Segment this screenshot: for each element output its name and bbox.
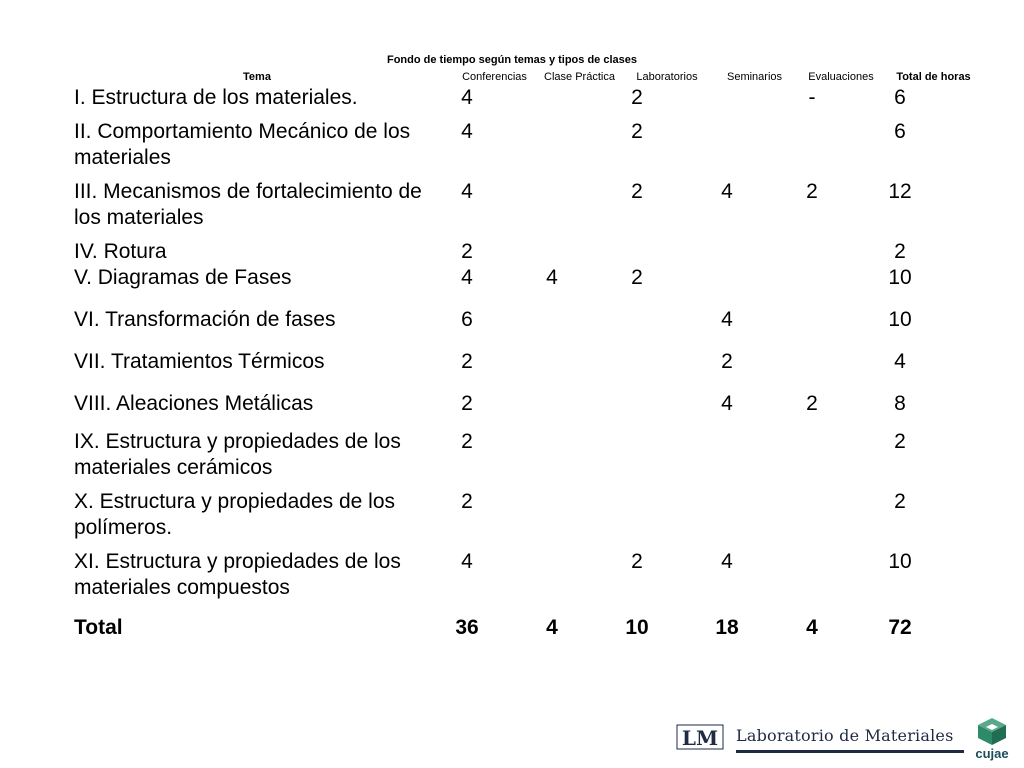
row-seminarios — [712, 235, 797, 265]
row-evaluaciones: 2 — [806, 180, 818, 203]
row-conferencias: 2 — [461, 490, 473, 513]
row-topic: I. Estructura de los materiales. — [74, 86, 358, 109]
row-evaluaciones: 2 — [806, 392, 818, 415]
row-total: 12 — [888, 180, 912, 203]
row-conferencias: 2 — [461, 430, 473, 453]
row-clase-practica — [537, 175, 622, 235]
row-clase-practica: 4 — [546, 266, 558, 289]
cujae-cube-icon — [972, 716, 1012, 746]
row-conferencias: 4 — [461, 550, 473, 573]
row-seminarios — [712, 115, 797, 175]
table-row — [62, 175, 982, 235]
row-topic: IV. Rotura — [74, 240, 167, 263]
header-topic: Tema — [243, 71, 271, 83]
row-topic: VII. Tratamientos Térmicos — [74, 350, 325, 373]
row-seminarios: 4 — [721, 392, 733, 415]
cujae-label: cujae — [975, 746, 1009, 761]
row-laboratorios — [622, 341, 712, 383]
table-row — [62, 115, 982, 175]
laboratory-logo — [676, 716, 1016, 766]
row-seminarios: 2 — [721, 350, 733, 373]
cujae-logo — [972, 716, 1012, 766]
row-laboratorios: 2 — [631, 550, 643, 573]
logo-text: Laboratorio de Materiales — [736, 726, 954, 745]
row-evaluaciones — [797, 545, 885, 605]
row-laboratorios — [622, 425, 712, 485]
row-laboratorios: 2 — [631, 266, 643, 289]
row-laboratorios: 2 — [631, 86, 643, 109]
table-row — [62, 85, 982, 115]
header-total: Total de horas — [896, 71, 971, 83]
row-evaluaciones — [797, 265, 885, 295]
row-evaluaciones: - — [808, 86, 816, 109]
row-seminarios: 4 — [721, 308, 733, 331]
logo-underline — [736, 750, 964, 753]
table-row — [62, 265, 982, 295]
row-total: 8 — [894, 392, 906, 415]
row-clase-practica — [537, 485, 622, 545]
row-conferencias: 4 — [461, 180, 473, 203]
row-topic: X. Estructura y propiedades de los polímeros. — [74, 490, 396, 539]
row-conferencias: 4 — [461, 266, 473, 289]
header-seminarios: Seminarios — [726, 71, 783, 83]
row-topic: IX. Estructura y propiedades de los materiales cerámicos — [74, 430, 401, 479]
row-total: 2 — [894, 240, 906, 263]
row-seminarios: 4 — [721, 550, 733, 573]
row-laboratorios — [622, 485, 712, 545]
row-evaluaciones — [797, 115, 885, 175]
row-laboratorios: 2 — [631, 180, 643, 203]
header-conferencias: Conferencias — [462, 71, 527, 83]
table-row — [62, 425, 982, 485]
row-total: 2 — [894, 490, 906, 513]
row-conferencias: 2 — [461, 240, 473, 263]
row-topic: III. Mecanismos de fortalecimiento de los materiales — [74, 180, 422, 229]
totals-clase-practica: 4 — [546, 616, 558, 639]
row-conferencias: 2 — [461, 350, 473, 373]
row-total: 6 — [894, 86, 906, 109]
row-evaluaciones — [797, 341, 885, 383]
row-evaluaciones — [797, 295, 885, 341]
header-clase-practica: Clase Práctica — [544, 71, 615, 83]
row-laboratorios — [622, 295, 712, 341]
row-clase-practica — [537, 383, 622, 425]
totals-seminarios: 18 — [715, 616, 739, 639]
class-hours-table — [62, 70, 982, 645]
header-evaluaciones: Evaluaciones — [808, 71, 874, 83]
row-topic: XI. Estructura y propiedades de los materiales compuestos — [74, 550, 401, 599]
row-clase-practica — [537, 295, 622, 341]
table-title: Fondo de tiempo según temas y tipos de clases — [386, 54, 637, 66]
row-clase-practica — [537, 545, 622, 605]
laboratory-emblem-icon — [676, 722, 724, 752]
totals-total: 72 — [888, 616, 912, 639]
row-seminarios — [712, 425, 797, 485]
table-row — [62, 545, 982, 605]
row-topic: VI. Transformación de fases — [74, 308, 336, 331]
row-evaluaciones — [797, 235, 885, 265]
row-total: 10 — [888, 266, 912, 289]
row-total: 10 — [888, 550, 912, 573]
row-clase-practica — [537, 85, 622, 115]
row-conferencias: 4 — [461, 86, 473, 109]
row-seminarios — [712, 265, 797, 295]
row-laboratorios — [622, 235, 712, 265]
table-row — [62, 485, 982, 545]
row-clase-practica — [537, 341, 622, 383]
row-topic: II. Comportamiento Mecánico de los materiales — [74, 120, 411, 169]
row-seminarios — [712, 85, 797, 115]
row-conferencias: 4 — [461, 120, 473, 143]
totals-label: Total — [74, 616, 123, 639]
totals-laboratorios: 10 — [625, 616, 649, 639]
row-total: 4 — [894, 350, 906, 373]
row-total: 6 — [894, 120, 906, 143]
table-row — [62, 383, 982, 425]
svg-text:LM: LM — [681, 726, 719, 750]
table-row — [62, 295, 982, 341]
header-laboratorios: Laboratorios — [636, 71, 698, 83]
row-clase-practica — [537, 235, 622, 265]
row-total: 10 — [888, 308, 912, 331]
row-topic: VIII. Aleaciones Metálicas — [74, 392, 314, 415]
row-seminarios: 4 — [721, 180, 733, 203]
row-topic: V. Diagramas de Fases — [74, 266, 292, 289]
totals-evaluaciones: 4 — [806, 616, 818, 639]
totals-conferencias: 36 — [455, 616, 479, 639]
row-total: 2 — [894, 430, 906, 453]
header-row — [62, 70, 982, 85]
row-conferencias: 6 — [461, 308, 473, 331]
row-clase-practica — [537, 115, 622, 175]
row-clase-practica — [537, 425, 622, 485]
table-row — [62, 341, 982, 383]
totals-row — [62, 605, 982, 645]
row-evaluaciones — [797, 485, 885, 545]
row-laboratorios — [622, 383, 712, 425]
row-laboratorios: 2 — [631, 120, 643, 143]
row-evaluaciones — [797, 425, 885, 485]
row-conferencias: 2 — [461, 392, 473, 415]
row-seminarios — [712, 485, 797, 545]
table-row — [62, 235, 982, 265]
